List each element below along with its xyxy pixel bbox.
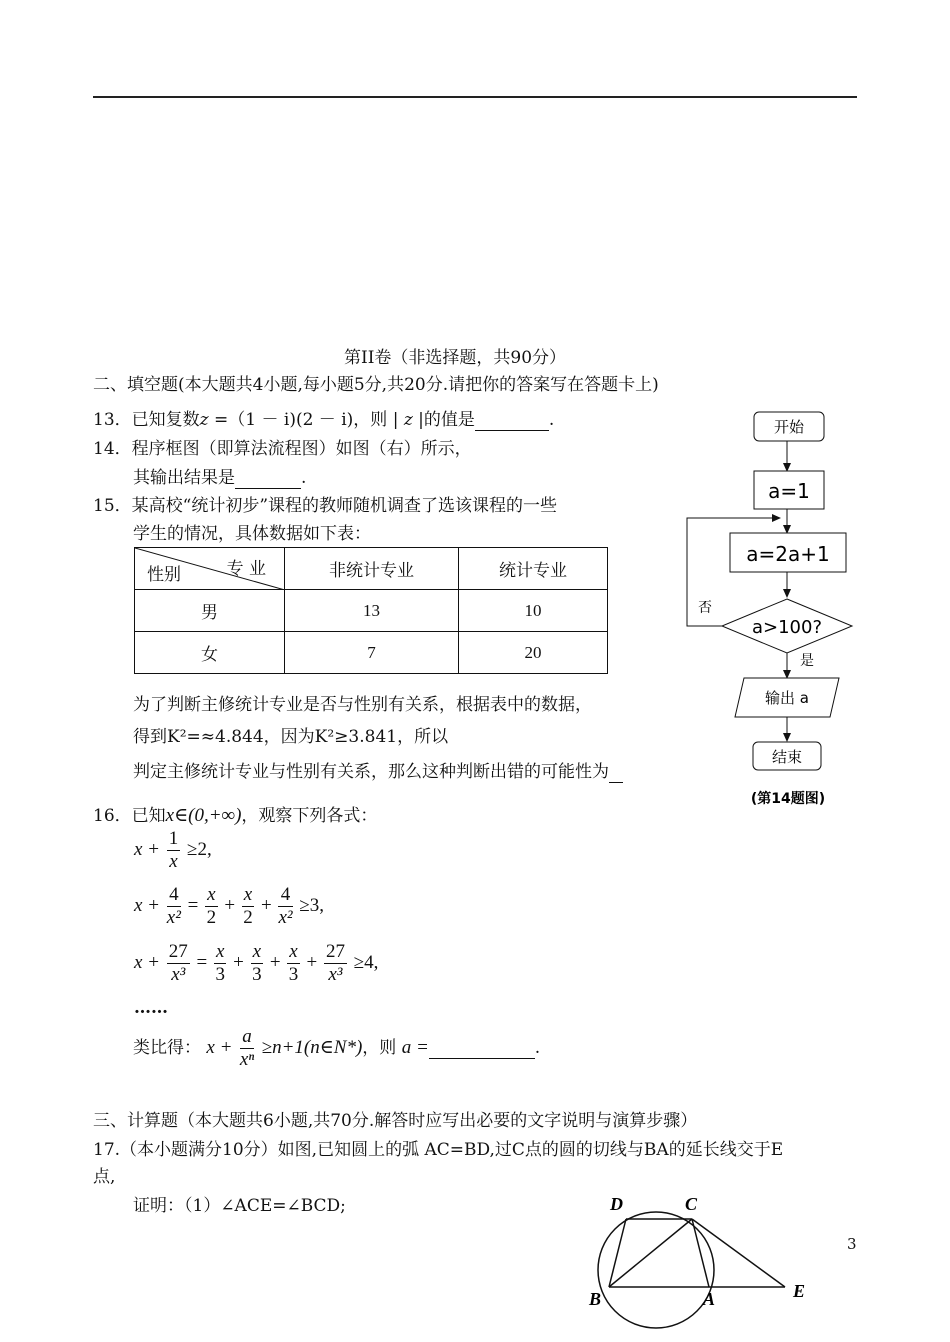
table-cell: 20 <box>459 632 608 674</box>
q16-line1 <box>93 801 377 827</box>
q17-line2: 点, <box>93 1167 116 1187</box>
table-header-cell: 统计专业 <box>459 548 608 590</box>
flow-caption: (第14题图) <box>750 791 826 807</box>
analogy-then: ，则 <box>362 1038 397 1058</box>
table-cell: 10 <box>459 590 608 632</box>
formula-3 <box>134 941 378 986</box>
f3-t2n: x <box>252 941 262 962</box>
flow-start-label: 开始 <box>773 418 805 436</box>
f2-t2d: 2 <box>243 907 253 928</box>
table-row-label: 男 <box>135 590 285 632</box>
plus: + <box>224 894 236 916</box>
part2-header: 二、填空题(本大题共4小题,每小题5分,共20分.请把你的答案写在答题卡上) <box>93 375 659 395</box>
q13-suffix: 的值是 <box>423 410 475 430</box>
analogy-rhs: ≥n+1(n∈N*) <box>261 1037 363 1058</box>
table-row-label: 女 <box>135 632 285 674</box>
analogy-line <box>133 1026 540 1071</box>
point-E-label: E <box>793 1281 806 1301</box>
f2-eq: = <box>187 894 199 916</box>
point-D-label: D <box>610 1194 623 1214</box>
q13-prefix: 13．已知复数 <box>93 410 200 430</box>
formula-2 <box>134 884 324 929</box>
point-B-label: B <box>589 1289 602 1309</box>
f2-num: 4 <box>167 884 181 907</box>
circle <box>598 1212 714 1328</box>
q14-answer-blank[interactable] <box>235 468 301 489</box>
flow-decision-label: a>100? <box>751 617 823 638</box>
q13-answer-blank[interactable] <box>475 410 549 431</box>
f2-term <box>242 884 254 929</box>
formula-1 <box>134 828 212 873</box>
segment-DB <box>609 1219 626 1287</box>
f2-rhs: ≥3, <box>299 894 325 916</box>
f3-term <box>251 941 263 986</box>
f2-term <box>205 884 217 929</box>
analogy-prefix: 类比得： <box>133 1038 201 1058</box>
f3-den: x³ <box>171 964 186 985</box>
plus: + <box>306 951 318 973</box>
q14-line2-text: 其输出结果是 <box>133 468 235 488</box>
plus: + <box>269 951 281 973</box>
q16-suffix: ，观察下列各式： <box>241 806 378 826</box>
f3-eq: = <box>196 951 208 973</box>
f1-num: 1 <box>168 828 179 849</box>
gender-major-table <box>134 547 608 674</box>
f2-t1n: x <box>207 884 216 905</box>
flow-yes-label: 是 <box>800 653 814 669</box>
table-row <box>135 632 608 674</box>
part3-header: 三、计算题（本大题共6小题,共70分.解答时应写出必要的文字说明与演算步骤） <box>93 1111 698 1131</box>
flowchart <box>680 405 865 815</box>
segment-BC <box>609 1219 692 1287</box>
f3-t2d: 3 <box>252 964 262 985</box>
f2-fraction <box>167 884 181 929</box>
q16-domain: x∈(0,+∞) <box>165 805 242 826</box>
f3-t1n: x <box>215 941 225 962</box>
q16-prefix: 16．已知 <box>93 806 166 826</box>
table-cell: 7 <box>285 632 459 674</box>
f2-t3d: x² <box>278 907 293 928</box>
table-header-cell: 非统计专业 <box>285 548 459 590</box>
analogy-var: a = <box>401 1037 429 1058</box>
f3-t4n: 27 <box>325 941 345 962</box>
q15-line2: 学生的情况，具体数据如下表： <box>133 524 371 544</box>
q14-end: . <box>301 468 307 488</box>
analogy-num: a <box>240 1026 254 1049</box>
f1-rhs: ≥2, <box>187 838 212 860</box>
q15-line5 <box>133 757 623 783</box>
table-cell: 13 <box>285 590 459 632</box>
plus: + <box>260 894 272 916</box>
point-A-label: A <box>703 1289 716 1309</box>
q15-line3: 为了判断主修统计专业是否与性别有关系，根据表中的数据， <box>133 695 592 715</box>
f2-lhs: x + <box>134 894 161 916</box>
f1-fraction <box>167 828 181 873</box>
flow-init-label: a=1 <box>768 479 810 503</box>
q13-abs: | z | <box>392 410 424 430</box>
page-number: 3 <box>847 1235 857 1253</box>
q15-line4: 得到K²=≈4.844，因为K²≥3.841，所以 <box>133 727 449 747</box>
q14-line2 <box>133 463 306 489</box>
f2-t2n: x <box>243 884 253 905</box>
flow-end-label: 结束 <box>771 748 803 766</box>
question-13 <box>93 405 554 431</box>
f3-rhs: ≥4, <box>353 951 379 973</box>
circle-figure <box>585 1188 820 1338</box>
ellipsis: …… <box>134 998 168 1018</box>
analogy-lhs: x + <box>206 1037 233 1058</box>
q17-line1: 17.（本小题满分10分）如图,已知圆上的弧 AC=BD,过C点的圆的切线与BA的延长线交于E <box>93 1140 784 1160</box>
q15-line5-text: 判定主修统计专业与性别有关系，那么这种判断出错的可能性为 <box>133 762 609 782</box>
table-header-row <box>135 548 608 590</box>
table-row <box>135 590 608 632</box>
flow-step-label: a=2a+1 <box>746 542 830 566</box>
f3-num: 27 <box>168 941 188 962</box>
q17-proof: 证明：（1）∠ACE=∠BCD; <box>133 1196 346 1216</box>
q13-expr: =（1 － i)(2 － i)，则 <box>214 410 388 430</box>
f3-t3n: x <box>289 941 298 962</box>
analogy-den: xⁿ <box>239 1049 255 1070</box>
f3-t3d: 3 <box>288 964 299 985</box>
f3-t1d: 3 <box>215 964 225 985</box>
table-corner-cell <box>135 548 285 590</box>
q15-answer-blank[interactable] <box>609 762 623 783</box>
flow-no-label: 否 <box>698 600 712 616</box>
f2-den: x² <box>166 907 181 928</box>
f2-t1d: 2 <box>206 907 217 928</box>
f3-term <box>324 941 347 986</box>
analogy-end: . <box>534 1038 541 1058</box>
q15-line1: 15．某高校“统计初步”课程的教师随机调查了选该课程的一些 <box>93 496 558 516</box>
f3-term <box>287 941 299 986</box>
f2-t3n: 4 <box>278 884 292 907</box>
f3-term <box>214 941 226 986</box>
f3-t4d: x³ <box>328 964 343 985</box>
point-C-label: C <box>685 1194 698 1214</box>
flow-output-label: 输出 a <box>765 689 809 707</box>
f1-lhs: x + <box>134 838 161 860</box>
corner-top-label: 专 业 <box>226 559 266 579</box>
f3-lhs: x + <box>134 951 161 973</box>
plus: + <box>233 951 244 973</box>
section-title: 第II卷（非选择题，共90分） <box>344 348 567 368</box>
q13-end: . <box>548 410 555 430</box>
analogy-fraction <box>240 1026 254 1071</box>
f3-fraction <box>167 941 190 986</box>
q13-var: z <box>199 410 209 430</box>
q16-answer-blank[interactable] <box>429 1038 535 1059</box>
f2-term <box>278 884 292 929</box>
header-rule <box>93 96 857 98</box>
corner-bottom-label: 性别 <box>147 565 181 585</box>
q14-line1: 14．程序框图（即算法流程图）如图（右）所示， <box>93 439 472 459</box>
f1-den: x <box>169 851 178 872</box>
